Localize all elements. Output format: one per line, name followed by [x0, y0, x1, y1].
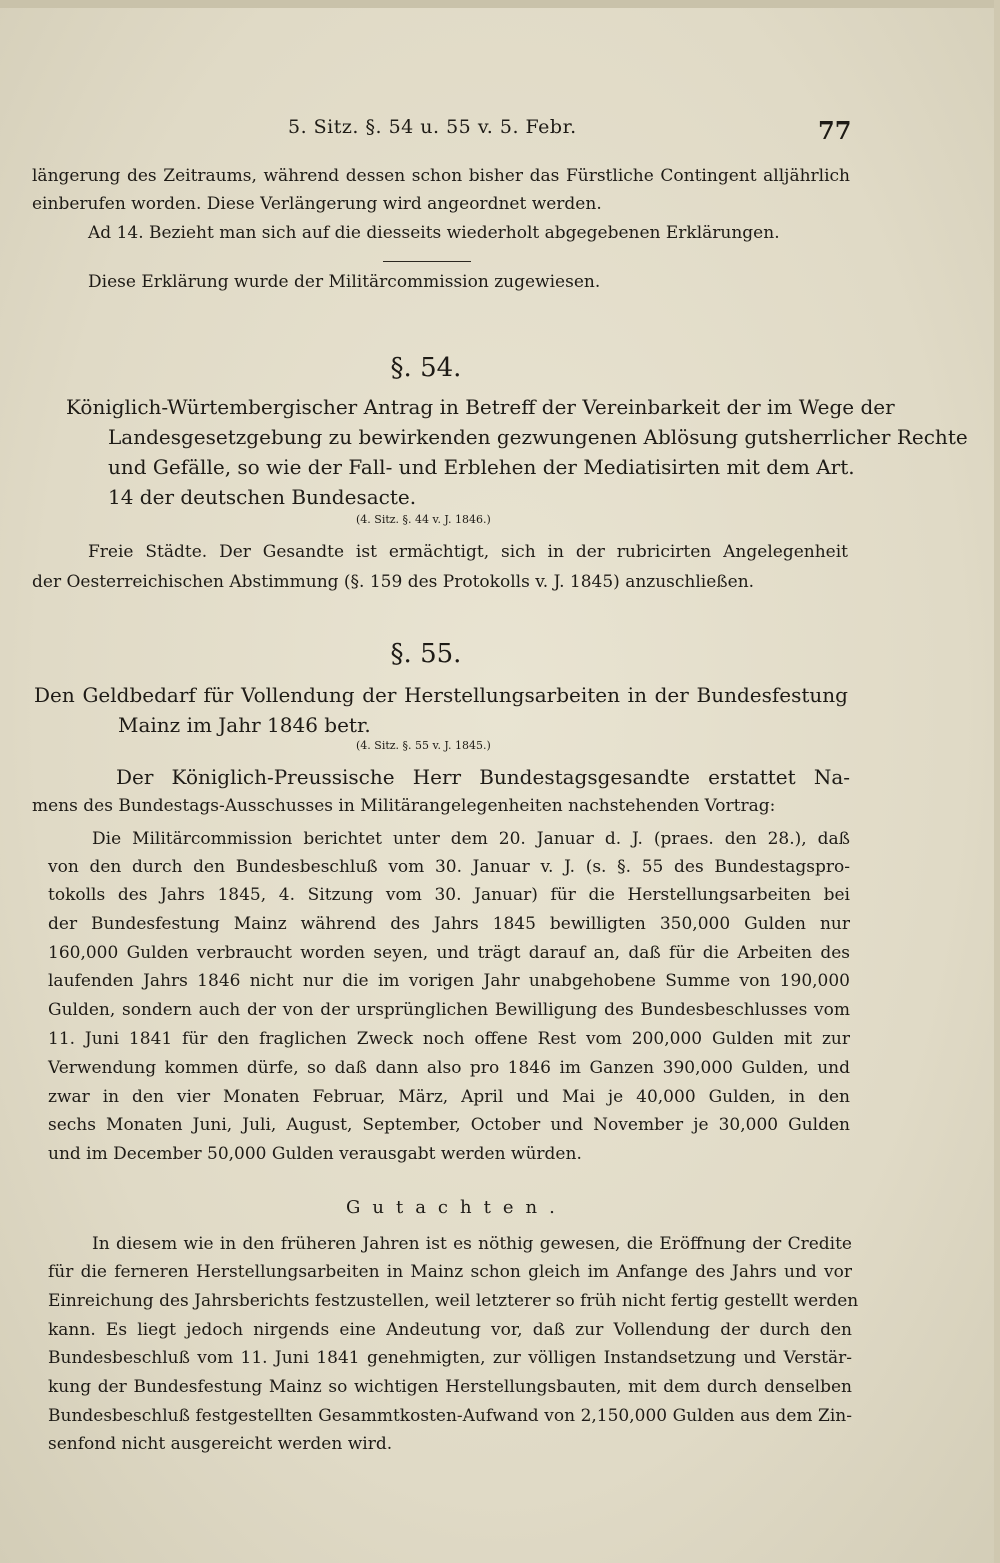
heading-line: 14 der deutschen Bundesacte. [108, 485, 417, 509]
text-line: und im December 50,000 Gulden verausgabt werden würden. [48, 1144, 582, 1164]
text-line: einberufen worden. Diese Verlängerung wird angeordnet werden. [32, 194, 602, 214]
text-line: Ad 14. Bezieht man sich auf die diesseits wiederholt abgegebenen Erklärungen. [88, 223, 780, 243]
heading-line: Landesgesetzgebung zu bewirkenden gezwungenen Ablösung gutsherrlicher Rechte [108, 425, 968, 449]
text-line: Gulden, sondern auch der von der ursprünglichen Bewilligung des Bundesbeschlusses vom [48, 1000, 850, 1020]
text-line: der Bundesfestung Mainz während des Jahrs 1845 bewilligten 350,000 Gulden nur [48, 914, 850, 934]
page-header [0, 116, 1000, 146]
heading-line: und Gefälle, so wie der Fall- und Erblehen der Mediatisirten mit dem Art. [108, 455, 855, 479]
text-line: mens des Bundestags-Ausschusses in Militärangelegenheiten nachstehenden Vortrag: [32, 796, 776, 816]
text-line: Einreichung des Jahrsberichts festzustellen, weil letzterer so früh nicht fertig gestellt werden [48, 1291, 859, 1311]
heading-line: Mainz im Jahr 1846 betr. [118, 713, 371, 737]
text-line: Freie Städte. Der Gesandte ist ermächtigt, sich in der rubricirten Angelegenheit [88, 542, 848, 562]
session-reference: 5. Sitz. §. 54 u. 55 v. 5. Febr. [288, 116, 577, 138]
divider-line [383, 261, 471, 262]
text-line: laufenden Jahrs 1846 nicht nur die im vorigen Jahr unabgehobene Summe von 190,000 [48, 971, 850, 991]
text-line: Bundesbeschluß vom 11. Juni 1841 genehmigten, zur völligen Instandsetzung und Verstär- [48, 1348, 852, 1368]
text-line: kung der Bundesfestung Mainz so wichtigen Herstellungsbauten, mit dem durch denselben [48, 1377, 852, 1397]
text-line: 160,000 Gulden verbraucht worden seyen, und trägt darauf an, daß für die Arbeiten des [48, 943, 850, 963]
text-line: Diese Erklärung wurde der Militärcommission zugewiesen. [88, 272, 601, 292]
text-line: Bundesbeschluß festgestellten Gesammtkosten-Aufwand von 2,150,000 Gulden aus dem Zin- [48, 1406, 852, 1426]
text-line: zwar in den vier Monaten Februar, März, April und Mai je 40,000 Gulden, in den [48, 1087, 850, 1107]
heading-line: Den Geldbedarf für Vollendung der Herstellungsarbeiten in der Bundesfestung [34, 683, 848, 707]
text-line: der Oesterreichischen Abstimmung (§. 159 des Protokolls v. J. 1845) anzuschließen. [32, 572, 755, 592]
text-line: längerung des Zeitraums, während dessen schon bisher das Fürstliche Contingent alljährlich [32, 166, 850, 186]
text-line: Der Königlich-Preussische Herr Bundestagsgesandte erstattet Na- [116, 765, 850, 789]
section-54-title: §. 54. [390, 353, 462, 383]
text-line: sechs Monaten Juni, Juli, August, September, October und November je 30,000 Gulden [48, 1115, 850, 1135]
text-line: senfond nicht ausgereicht werden wird. [48, 1434, 393, 1454]
text-line: von den durch den Bundesbeschluß vom 30. Januar v. J. (s. §. 55 des Bundestagspro- [48, 857, 850, 877]
text-line: kann. Es liegt jedoch nirgends eine Andeutung vor, daß zur Vollendung der durch den [48, 1320, 852, 1340]
page-top-edge [0, 0, 1000, 8]
gutachten-title: Gutachten. [346, 1197, 567, 1218]
page-right-edge [994, 0, 1000, 1563]
heading-line: Königlich-Würtembergischer Antrag in Betreff der Vereinbarkeit der im Wege der [66, 395, 895, 419]
text-line: Die Militärcommission berichtet unter dem 20. Januar d. J. (praes. den 28.), daß [92, 829, 850, 849]
text-line: In diesem wie in den früheren Jahren ist es nöthig gewesen, die Eröffnung der Credite [92, 1234, 852, 1254]
page-number: 77 [818, 116, 852, 145]
text-line: Verwendung kommen dürfe, so daß dann also pro 1846 im Ganzen 390,000 Gulden, und [48, 1058, 850, 1078]
text-line: 11. Juni 1841 für den fraglichen Zweck noch offene Rest vom 200,000 Gulden mit zur [48, 1029, 850, 1049]
section-55-title: §. 55. [390, 639, 462, 669]
text-line: für die ferneren Herstellungsarbeiten in Mainz schon gleich im Anfange des Jahrs und vor [48, 1262, 852, 1282]
reference-text: (4. Sitz. §. 44 v. J. 1846.) [356, 513, 491, 526]
text-line: tokolls des Jahrs 1845, 4. Sitzung vom 30. Januar) für die Herstellungsarbeiten bei [48, 885, 850, 905]
reference-text: (4. Sitz. §. 55 v. J. 1845.) [356, 739, 491, 752]
